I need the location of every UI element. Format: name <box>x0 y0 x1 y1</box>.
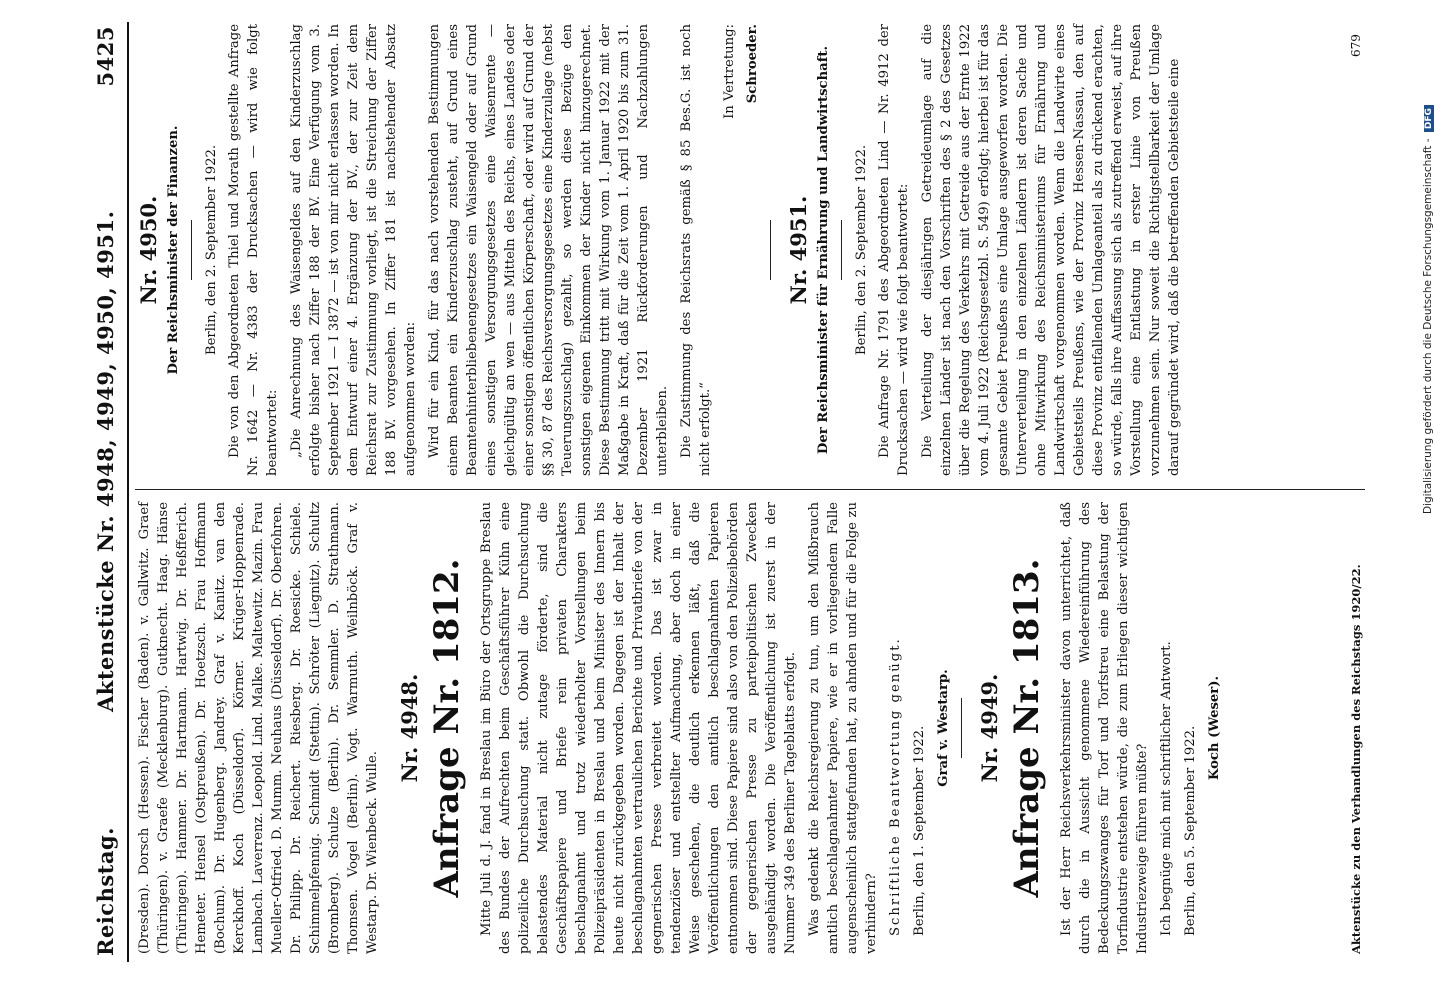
section-4950-rule <box>191 220 192 280</box>
header-left: Reichstag. <box>93 827 118 956</box>
header-title: Aktenstücke Nr. 4948, 4949, 4950, 4951. <box>93 210 118 712</box>
column-divider <box>135 489 1365 490</box>
section-4949-signature: Koch (Weser). <box>1207 675 1222 781</box>
section-4950-ministry: Der Reichsminister der Finanzen. <box>166 125 181 375</box>
section-divider <box>770 220 771 280</box>
section-4949-title: Anfrage Nr. 1813. <box>1007 558 1047 898</box>
section-4951-paragraph-1: Die Anfrage Nr. 1791 des Abgeordneten Lind — Nr. 4912 der Drucksachen — wird wie folgt beantwortet: <box>877 24 911 476</box>
section-4949-paragraph-1: Ist der Herr Reichsverkehrsminister davon unterrichtet, daß durch die in Aussicht genommene Wiedereinführung des Bedeckungszwanges für Torf und Torfstreu eine Belastung der Torfindustrie entstehen würde, die zum Erliegen dieser wichtigen Industriezweige führen müßte? <box>1059 502 1150 954</box>
digitization-text: Digitalisierung gefördert durch die Deutsche Forschungsgemeinschaft - <box>1422 138 1434 514</box>
dfg-logo: DFG <box>1424 105 1434 132</box>
member-names: (Dresden). Dorsch (Hessen). Fischer (Baden). v. Gallwitz. Graef (Thüringen). v. Graefe (Mecklenburg). Gutknecht. Haag. Hänse (Thüringen). Hammer. Dr. Hartmann. Hartwig. Dr. Heßfferich. Hemeter. Hensel (Ostpreußen). Dr. Hoetzsch. Frau Hoffmann (Bochum). Dr. Hugenberg. Jandrey. Graf v. Kanitz. van den Kerckhoff. Koch (Düsseldorf). Körner. Krüger-Hoppenrade. Lambach. Laverrenz. Leopold. Lind. Malke. Maltewitz. Mazin. Frau Mueller-Otfried. D. Mumm. Neuhaus (Düsseldorf). Dr. Oberfohren. Dr. Philipp. Dr. Reichert. Riesberg. Dr. Roesicke. Schiele. Schimmelpfennig. Schmidt (Stettin). Schröter (Liegnitz). Schultz (Bromberg). Schulze (Berlin). Dr. Semmler. D. Strathmann. Thomsen. Vogel (Berlin). Vogt. Warmuth. Weilnböck. Graf v. Westarp. Dr. Wienbeck. Wulle. <box>137 502 380 954</box>
section-4948-paragraph-2: Was gedenkt die Reichsregierung zu tun, um den Mißbrauch amtlich beschlagnahmter Papiere, wie er in vorliegendem Falle augenscheinlich stattgefunden hat, zu ahnden und für die Folge zu verhindern? <box>807 502 879 954</box>
section-4951-number: Nr. 4951. <box>786 195 811 305</box>
digitization-note <box>1422 14 1434 514</box>
section-4950-date: Berlin, den 2. September 1922. <box>204 144 219 356</box>
section-4950-paragraph-1: Die von den Abgeordneten Thiel und Morath gestellte Anfrage Nr. 1642 — Nr. 4383 der Drucksachen — wird wie folgt beantwortet: <box>227 24 280 476</box>
section-4948-answer-note: Schriftliche Beantwortung genügt. <box>888 637 903 936</box>
header-rule <box>127 22 129 962</box>
page-number: 5425 <box>93 26 118 87</box>
section-4951-paragraph-2: Die Verteilung der diesjährigen Getreideumlage auf die einzelnen Länder ist nach den Vorschriften des § 2 des Gesetzes über die Regelung des Verkehrs mit Getreide aus der Ernte 1922 vom 4. Juli 1922 (Reichsgesetzbl. S. 549) erfolgt; hierbei ist für das gesamte Gebiet Preußens eine Umlage ausgeworfen worden. Die Unterverteilung in den einzelnen Ländern ist deren Sache und ohne Mitwirkung des Reichsministeriums für Ernährung und Landwirtschaft vorgenommen worden. Wenn die Landwirte eines Gebietsteils Preußens, wie der Provinz Hessen-Nassau, den auf diese Provinz entfallenden Umlageanteil als zu drückend erachten, so würde, falls ihre Auffassung sich als zutreffend erweist, auf ihre Vorstellung eine Entlastung in erster Linie von Preußen vorzunehmen sein. Nur soweit die Richtigstellbarkeit der Umlage darauf gegründet wird, daß die betreffenden Gebietsteile eine <box>920 24 1182 476</box>
section-4948-title: Anfrage Nr. 1812. <box>427 558 467 898</box>
section-4950-signature-label: In Vertretung: <box>722 24 737 119</box>
section-4949-paragraph-2: Ich begnüge mich mit schriftlicher Antwort. <box>1159 641 1174 936</box>
right-column <box>135 24 1189 476</box>
section-divider <box>961 698 962 758</box>
section-4950-paragraph-4: Die Zustimmung des Reichsrats gemäß § 85 Bes.G. ist noch nicht erfolgt.“ <box>679 24 713 476</box>
section-4948-signature: Graf v. Westarp. <box>936 669 951 787</box>
section-4948-number: Nr. 4948. <box>397 673 422 783</box>
running-header <box>93 22 127 962</box>
section-4950-paragraph-3: Wird für ein Kind, für das nach vorstehenden Bestimmungen einem Beamten ein Kinderzuschlag zusteht, auf Grund eines Beamtenhinterbliebenengesetzes ein Waisengeld oder auf Grund eines sonstigen Versorgungsgesetzes eine Waisenrente — gleichgültig an wen — aus Mitteln des Reichs, eines Landes oder einer sonstigen öffentlichen Körperschaft, oder wird auf Grund der §§ 30, 87 des Reichsversorgungsgesetzes eine Kinderzulage (nebst Teuerungszuschlag) gezahlt, so werden diese Bezüge den sonstigen eigenen Einkommen der Kinder nicht hinzugerechnet. Diese Bestimmung tritt mit Wirkung vom 1. Januar 1922 mit der Maßgabe in Kraft, daß für die Zeit vom 1. April 1920 bis zum 31. Dezember 1921 Rückforderungen und Nachzahlungen unterbleiben. <box>427 24 670 476</box>
section-4949-number: Nr. 4949. <box>977 673 1002 783</box>
section-4951-rule <box>841 220 842 280</box>
section-4948-date: Berlin, den 1. September 1922. <box>912 725 927 936</box>
section-4950-signature: Schroeder. <box>745 24 760 104</box>
section-4951-ministry: Der Reichsminister für Ernährung und Landwirtschaft. <box>816 45 831 455</box>
section-4951-date: Berlin, den 2. September 1922. <box>854 144 869 356</box>
footer-source: Aktenstücke zu den Verhandlungen des Reichstags 1920/22. <box>1349 564 1363 954</box>
section-4949-date: Berlin, den 5. September 1922. <box>1183 725 1198 936</box>
left-column <box>135 502 1228 954</box>
footer-number: 679 <box>1349 34 1363 57</box>
section-4950-paragraph-2: „Die Anrechnung des Waisengeldes auf den Kinderzuschlag erfolgte bisher nach Ziffer 188 der BV. Eine Verfügung vom 3. September 1921 — I 3872 — ist von mir nicht erlassen worden. In dem Entwurf einer 4. Ergänzung der BV., der zur Zeit dem Reichsrat zur Zustimmung vorliegt, ist die Streichung der Ziffer 188 BV. vorgesehen. In Ziffer 181 ist nachstehender Absatz aufgenommen worden: <box>289 24 418 476</box>
section-4948-paragraph-1: Mitte Juli d. J. fand in Breslau im Büro der Ortsgruppe Breslau des Bundes der Aufrechten beim Geschäftsführer Kühn eine polizeiliche Durchsuchung statt. Obwohl die Durchsuchung belastendes Material nicht zutage förderte, sind die Geschäftspapiere und Briefe rein privaten Charakters beschlagnahmt und trotz wiederholter Vorstellungen beim Polizeipräsidenten in Breslau und beim Minister des Innern bis heute nicht zurückgegeben worden. Dagegen ist der Inhalt der beschlagnahmten vertraulichen Berichte und Privatbriefe von der gegnerischen Presse verbreitet worden. Das ist zwar in tendenziöser und entstellter Aufmachung, aber doch in einer Weise geschehen, die deutlich erkennen läßt, daß die Veröffentlichungen den amtlich beschlagnahmten Papieren entnommen sind. Diese Papiere sind also von den Polizeibehörden der gegnerischen Presse zu parteipolitischen Zwecken ausgehändigt worden. Die Veröffentlichung ist zuerst in der Nummer 349 des Berliner Tageblatts erfolgt. <box>479 502 798 954</box>
document-sheet <box>87 22 1377 962</box>
section-4950-number: Nr. 4950. <box>136 195 161 305</box>
